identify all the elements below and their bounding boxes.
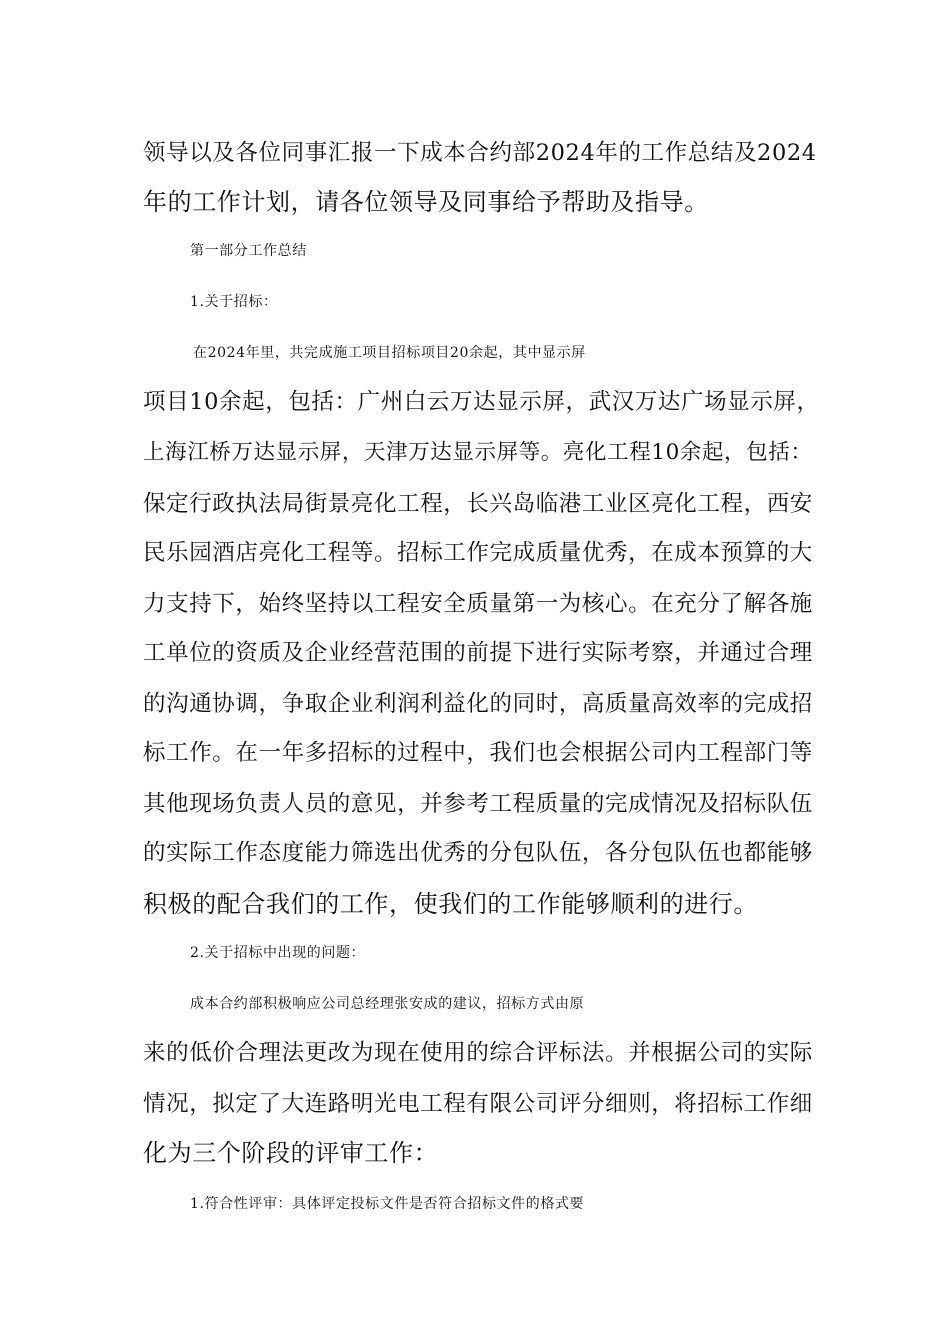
paragraph-line: 情况，拟定了大连路明光电工程有限公司评分细则，将招标工作细 [143, 1091, 813, 1117]
paragraph-line: 在2024年里，共完成施工项目招标项目20余起，其中显示屏 [193, 345, 586, 361]
paragraph-line: 标工作。在一年多招标的过程中，我们也会根据公司内工程部门等 [143, 740, 813, 766]
subsection-heading: 1.关于招标： [190, 294, 278, 310]
paragraph-line: 年的工作计划，请各位领导及同事给予帮助及指导。 [143, 188, 709, 216]
paragraph-line: 项目10余起，包括：广州白云万达显示屏，武汉万达广场显示屏， [143, 389, 820, 415]
paragraph-line: 来的低价合理法更改为现在使用的综合评标法。并根据公司的实际 [143, 1040, 813, 1066]
paragraph-line: 工单位的资质及企业经营范围的前提下进行实际考察，并通过合理 [143, 640, 813, 666]
paragraph-line: 民乐园酒店亮化工程等。招标工作完成质量优秀，在成本预算的大 [143, 540, 813, 566]
paragraph-line: 1.符合性评审：具体评定投标文件是否符合招标文件的格式要 [190, 1196, 585, 1212]
paragraph-line: 化为三个阶段的评审工作： [143, 1139, 439, 1167]
paragraph-line: 的实际工作态度能力筛选出优秀的分包队伍，各分包队伍也都能够 [143, 840, 813, 866]
paragraph-line: 力支持下，始终坚持以工程安全质量第一为核心。在充分了解各施 [143, 591, 813, 617]
paragraph-line: 上海江桥万达显示屏，天津万达显示屏等。亮化工程10余起，包括： [143, 440, 813, 465]
paragraph-line: 保定行政执法局街景亮化工程，长兴岛临港工业区亮化工程，西安 [143, 491, 813, 517]
paragraph-line: 成本合约部积极响应公司总经理张安成的建议，招标方式由原 [190, 996, 585, 1012]
subsection-heading: 2.关于招标中出现的问题： [190, 945, 366, 961]
section-heading: 第一部分工作总结 [190, 243, 307, 259]
paragraph-line: 的沟通协调，争取企业利润利益化的同时，高质量高效率的完成招 [143, 691, 813, 717]
paragraph-line: 其他现场负责人员的意见，并参考工程质量的完成情况及招标队伍 [143, 791, 813, 817]
paragraph-line: 领导以及各位同事汇报一下成本合约部2024年的工作总结及2024 [143, 140, 817, 166]
paragraph-line: 积极的配合我们的工作，使我们的工作能够顺利的进行。 [143, 890, 758, 918]
